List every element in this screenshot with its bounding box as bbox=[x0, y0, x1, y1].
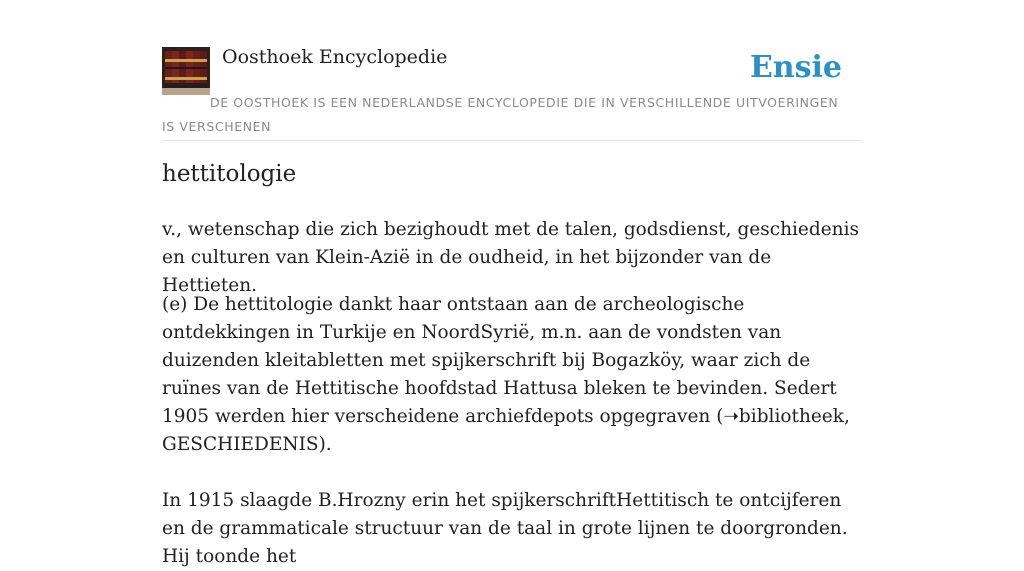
site-tagline: DE OOSTHOEK IS EEN NEDERLANDSE ENCYCLOPEDIE DIE IN VERSCHILLENDE UITVOERINGEN IS VERSCHENEN bbox=[162, 95, 839, 134]
encyclopedia-books-icon[interactable] bbox=[162, 47, 210, 95]
brand-logo[interactable]: Ensie bbox=[749, 50, 842, 85]
entry-paragraph: In 1915 slaagde B.Hrozny erin het spijkerschriftHettitisch te ontcijferen en de grammaticale structuur van de taal in grote lijnen te doorgronden. Hij toonde het bbox=[162, 490, 848, 567]
site-title[interactable]: Oosthoek Encyclopedie bbox=[222, 46, 448, 68]
page bbox=[162, 0, 862, 567]
site-header bbox=[162, 0, 862, 141]
entry-paragraph: (e) De hettitologie dankt haar ontstaan aan de archeologische ontdekkingen in Turkije en NoordSyrië, m.n. aan de vondsten van duizenden kleitabletten met spijkerschrift bij Bogazköy, waar zich de ruïnes van de Hettitische hoofdstad Hattusa bleken te bevinden. Sedert 1905 werden hier verscheidene archiefdepots opgegraven (➝bibliotheek, GESCHIEDENIS). bbox=[162, 294, 850, 455]
entry-title: hettitologie bbox=[162, 161, 297, 187]
entry-definition: v., wetenschap die zich bezighoudt met de talen, godsdienst, geschiedenis en culturen van Klein-Azië in de oudheid, in het bijzonder van de Hettieten. bbox=[162, 219, 859, 296]
entry-body bbox=[162, 291, 862, 571]
